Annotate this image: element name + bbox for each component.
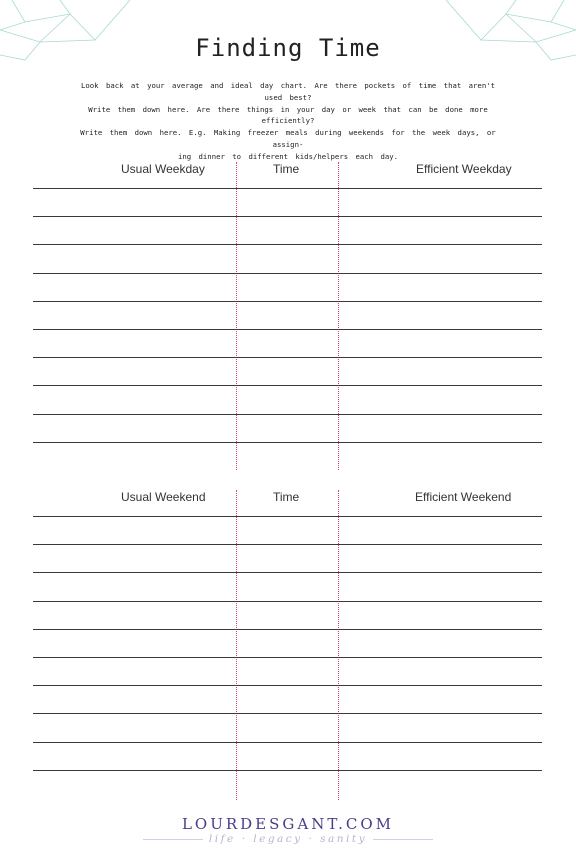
page-title: Finding Time [195, 34, 381, 62]
writing-line [33, 713, 542, 714]
column-divider [236, 162, 237, 470]
intro-line: Look back at your average and ideal day chart. Are there pockets of time that aren't [80, 81, 496, 90]
intro-line: used best? [264, 92, 312, 102]
intro-line: efficiently? [261, 116, 315, 126]
tagline-row [0, 833, 576, 845]
intro-text [34, 80, 542, 163]
writing-line [33, 357, 542, 358]
writing-line [33, 301, 542, 302]
writing-line [33, 770, 542, 771]
writing-line [33, 244, 542, 245]
column-divider [338, 490, 339, 800]
writing-line [33, 544, 542, 545]
header-usual-weekday: Usual Weekday [121, 162, 205, 176]
header-time: Time [273, 162, 300, 176]
weekend-table [33, 490, 542, 800]
writing-line [33, 414, 542, 415]
writing-line [33, 516, 542, 517]
header-efficient-weekend: Efficient Weekend [415, 490, 512, 504]
writing-line [33, 385, 542, 386]
writing-line [33, 329, 542, 330]
writing-line [33, 601, 542, 602]
intro-line: Write them down here. E.g. Making freezer meals during weekends for the week days, or [80, 128, 496, 138]
column-divider [338, 162, 339, 470]
column-divider [236, 490, 237, 800]
divider [373, 839, 433, 840]
writing-line [33, 742, 542, 743]
intro-line: assign- [272, 139, 304, 149]
writing-line [33, 216, 542, 217]
divider [143, 839, 203, 840]
header-time: Time [273, 490, 300, 504]
header-usual-weekend: Usual Weekend [121, 490, 206, 504]
writing-line [33, 629, 542, 630]
writing-line [33, 657, 542, 658]
writing-line [33, 685, 542, 686]
header-efficient-weekday: Efficient Weekday [416, 162, 512, 176]
footer [0, 815, 576, 845]
tagline: life · legacy · sanity [208, 833, 368, 845]
intro-line: Write them down here. Are there things in your day or week that can be done more [88, 104, 488, 114]
weekday-table [33, 162, 542, 472]
intro-line: ing dinner to different kids/helpers each day. [177, 151, 399, 161]
brand-logo-text: LOURDESGANT.COM [181, 815, 395, 833]
writing-line [33, 442, 542, 443]
writing-line [33, 188, 542, 189]
writing-line [33, 572, 542, 573]
writing-line [33, 273, 542, 274]
